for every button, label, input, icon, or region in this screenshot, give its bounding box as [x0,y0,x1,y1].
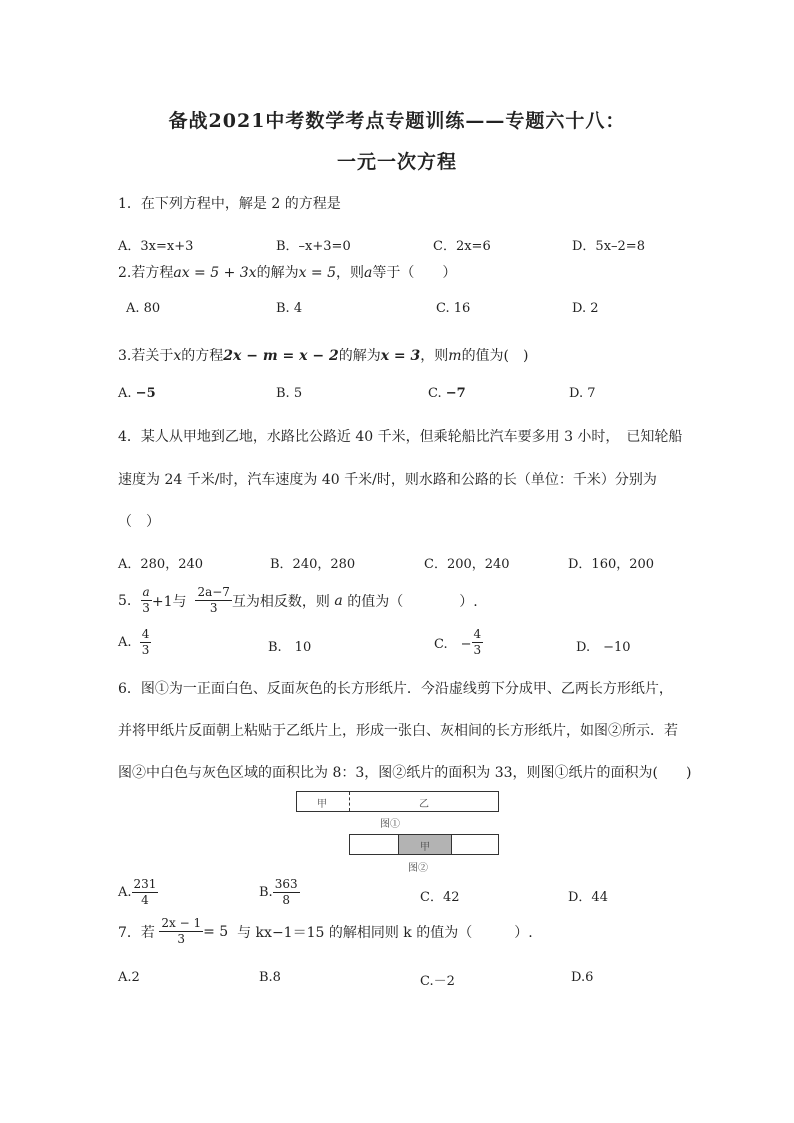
q3-option-d: D. 7 [569,386,596,401]
q2-option-d: D. 2 [572,301,599,316]
q5-fraction-1: $\frac{a}{3}$ [142,585,150,615]
q2-option-c: C. 16 [436,301,471,316]
q7-fraction: $\frac{2x - 1}{3}$ [161,916,202,946]
question-4-line3: （ ） [118,514,160,530]
q6-option-b: B. $\frac{363}{8}$ [259,877,298,907]
question-4-line2: 速度为 24 千米/时，汽车速度为 40 千米/时，则水路和公路的长（单位：千米）分别为 [118,472,657,488]
q4-option-b: B．240，280 [270,557,356,572]
q7-option-c: C.－2 [420,974,455,989]
figure-1-rectangle [296,791,499,812]
question-1-stem: 1．在下列方程中，解是 2 的方程是 [118,196,341,212]
question-7-stem: 7．若 $\frac{2x - 1}{3}$ = 5 与 kx−1＝15 的解相同则 k 的值为（ ）. [118,916,533,946]
question-6-line2: 并将甲纸片反面朝上粘贴于乙纸片上，形成一张白、灰相间的长方形纸片，如图②所示．若 [118,723,678,739]
q1-option-d: D．5x–2=8 [572,239,645,254]
q3-solution: x = 3 [380,348,421,364]
q7-option-b: B.8 [259,970,281,985]
figure-1-caption: 图① [380,819,400,830]
q7-option-d: D.6 [571,970,594,985]
q2-solution: x = 5 [298,265,337,281]
q1-option-c: C．2x=6 [433,239,491,254]
q5-option-a: A. $\frac{4}{3}$ [118,627,150,657]
question-4-line1: 4．某人从甲地到乙地，水路比公路近 40 千米，但乘轮船比汽车要多用 3 小时， 已知轮船 [118,429,683,445]
q2-option-b: B. 4 [276,301,303,316]
question-6-line1: 6．图①为一正面白色、反面灰色的长方形纸片．今沿虚线剪下分成甲、乙两长方形纸片， [118,681,673,697]
q3-option-c: C. −7 [428,386,466,401]
document-title-line2: 一元一次方程 [336,151,457,173]
figure-1-jia-label: 甲 [317,799,327,810]
q5-fraction-2: $\frac{2a-7}{3}$ [197,585,230,615]
q3-option-a: A. −5 [118,386,156,401]
q5-option-d: D. −10 [576,640,631,655]
question-3-stem: 3.若关于x的方程2x − m = x − 2的解为x = 3，则m的值为( ) [118,348,529,364]
document-title-line1: 备战2021中考数学考点专题训练——专题六十八： [168,110,626,132]
q5-option-b: B. 10 [268,640,312,655]
figure-2-jia-label: 甲 [420,842,430,853]
q1-option-b: B．–x+3=0 [276,239,351,254]
q3-option-b: B. 5 [276,386,303,401]
q7-option-a: A.2 [118,970,140,985]
question-5-stem: 5. $\frac{a}{3}$ +1与 $\frac{2a-7}{3}$ 互为相反数，则 a 的值为（ ）. [118,585,478,615]
q6-option-c: C．42 [420,890,460,905]
q4-option-a: A．280，240 [118,557,204,572]
figure-2-caption: 图② [408,863,428,874]
q5-option-c: C. − $\frac{4}{3}$ [434,627,482,657]
q6-option-a: A. $\frac{231}{4}$ [118,877,157,907]
figure-2-rectangle [349,834,499,855]
q6-option-d: D．44 [568,890,608,905]
question-2-stem: 2.若方程ax = 5 + 3x的解为x = 5，则a等于（ ） [118,265,457,281]
q4-option-c: C．200，240 [424,557,510,572]
figure-1-cut-line [349,792,350,811]
q3-equation: 2x − m = x − 2 [223,348,339,364]
figure-1-yi-label: 乙 [419,799,429,810]
q2-equation: ax = 5 + 3x [173,265,257,281]
q4-option-d: D．160，200 [568,557,655,572]
question-6-line3: 图②中白色与灰色区域的面积比为 8：3，图②纸片的面积为 33，则图①纸片的面积为( ) [118,765,692,781]
q2-option-a: A. 80 [126,301,161,316]
q1-option-a: A．3x=x+3 [118,239,194,254]
